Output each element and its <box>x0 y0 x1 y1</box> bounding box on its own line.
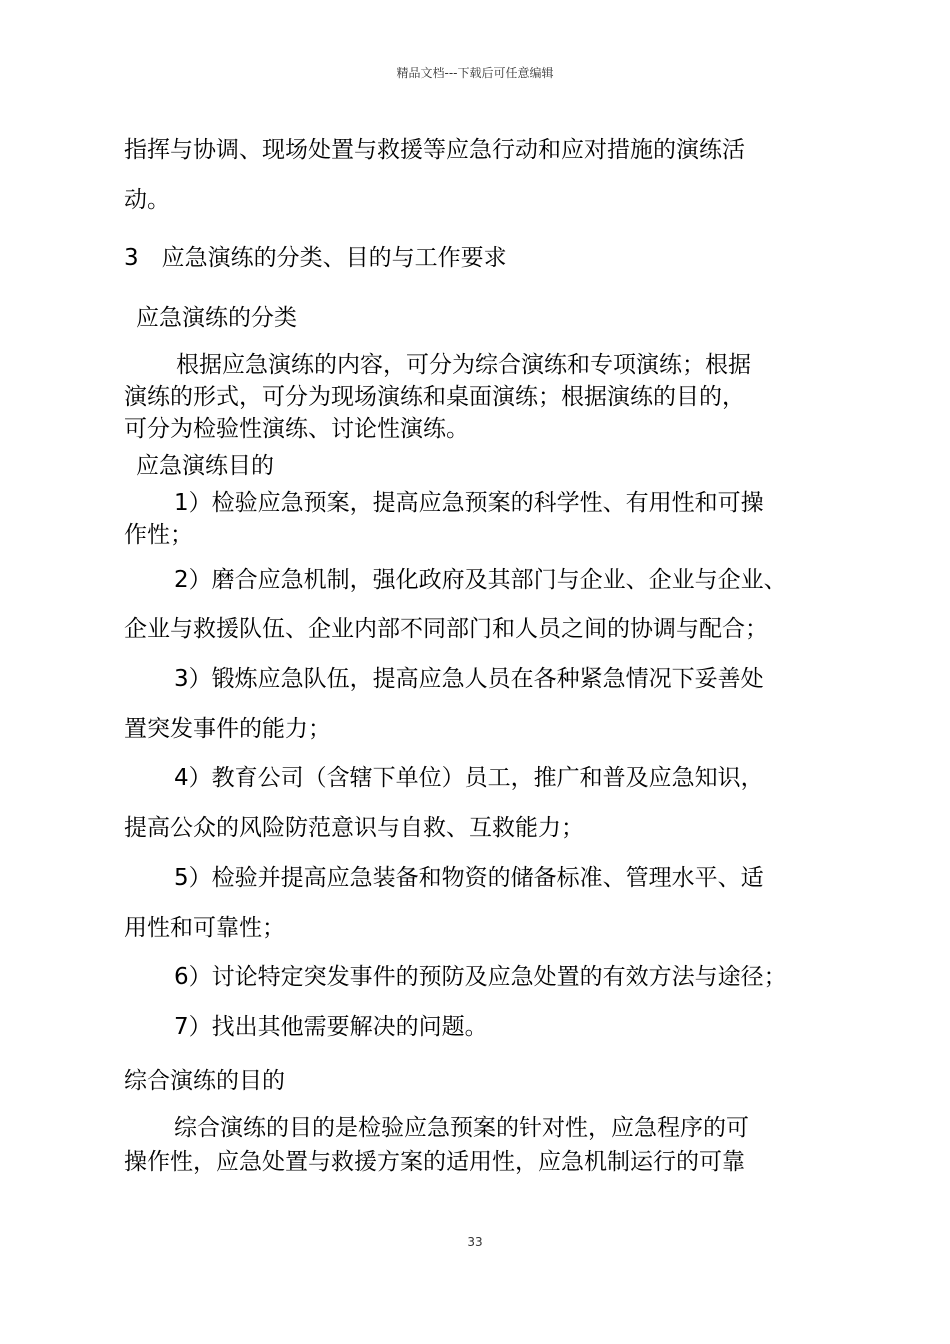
list-item: 2）磨合应急机制，强化政府及其部门与企业、企业与企业、 <box>174 567 787 593</box>
body-line: 综合演练的目的是检验应急预案的针对性，应急程序的可 <box>174 1115 749 1141</box>
list-item: 4）教育公司（含辖下单位）员工，推广和普及应急知识， <box>174 765 764 791</box>
page-header: 精品文档---下载后可任意编辑 <box>396 66 554 80</box>
subsection-heading: 综合演练的目的 <box>124 1068 285 1094</box>
list-item: 5）检验并提高应急装备和物资的储备标准、管理水平、适 <box>174 865 764 891</box>
body-line: 操作性，应急处置与救援方案的适用性，应急机制运行的可靠 <box>124 1149 745 1175</box>
body-line: 动。 <box>124 187 170 213</box>
body-line: 演练的形式，可分为现场演练和桌面演练；根据演练的目的， <box>124 384 745 410</box>
list-item-continuation: 企业与救援队伍、企业内部不同部门和人员之间的协调与配合； <box>124 616 768 642</box>
list-item-continuation: 作性； <box>124 522 193 548</box>
list-item-continuation: 置突发事件的能力； <box>124 716 331 742</box>
list-item: 1）检验应急预案，提高应急预案的科学性、有用性和可操 <box>174 490 764 516</box>
body-line: 可分为检验性演练、讨论性演练。 <box>124 416 469 442</box>
body-line: 根据应急演练的内容，可分为综合演练和专项演练；根据 <box>176 352 751 378</box>
list-item: 3）锻炼应急队伍，提高应急人员在各种紧急情况下妥善处 <box>174 666 764 692</box>
list-item: 7）找出其他需要解决的问题。 <box>174 1014 488 1040</box>
list-item-continuation: 用性和可靠性； <box>124 915 285 941</box>
body-line: 指挥与协调、现场处置与救援等应急行动和应对措施的演练活 <box>124 137 745 163</box>
subsection-heading: 应急演练目的 <box>136 453 274 479</box>
list-item: 6）讨论特定突发事件的预防及应急处置的有效方法与途径； <box>174 964 787 990</box>
page-number: 33 <box>467 1235 483 1249</box>
section-heading: 3 应急演练的分类、目的与工作要求 <box>124 245 507 271</box>
list-item-continuation: 提高公众的风险防范意识与自救、互救能力； <box>124 815 584 841</box>
subsection-heading: 应急演练的分类 <box>136 305 297 331</box>
